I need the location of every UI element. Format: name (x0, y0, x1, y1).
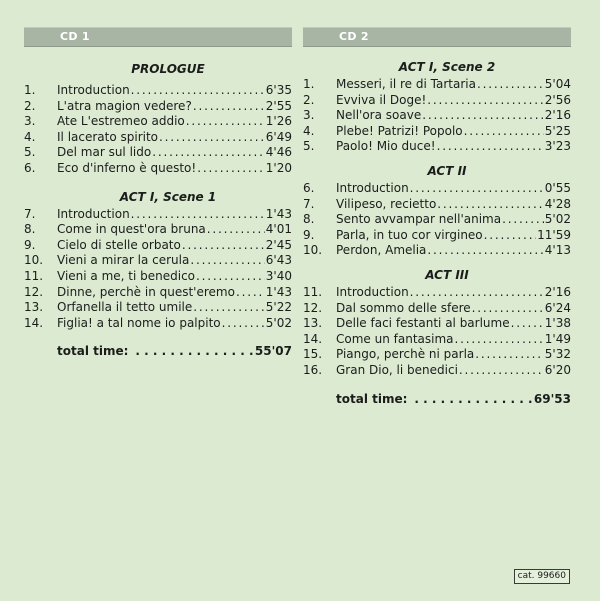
total-value: 69'53 (533, 391, 571, 406)
track-number: 13. (24, 300, 44, 315)
track-duration: 2'16 (544, 284, 571, 299)
track-number: 15. (303, 347, 323, 362)
leader-dots (437, 139, 544, 155)
track-row (24, 222, 292, 238)
track-duration: 2'55 (265, 98, 292, 113)
track-number: 13. (303, 316, 323, 331)
track-duration: 6'43 (265, 253, 292, 268)
track-duration: 6'20 (544, 362, 571, 377)
track-row (24, 253, 292, 269)
track-row (303, 228, 571, 244)
track-duration: 5'22 (265, 300, 292, 315)
track-row (303, 285, 571, 301)
track-number: 10. (24, 253, 44, 268)
leader-dots (484, 228, 537, 244)
track-row (24, 145, 292, 161)
track-title: Dal sommo delle sfere (336, 300, 471, 315)
leader-dots (159, 130, 265, 146)
track-number: 14. (24, 315, 44, 330)
track-title: Introduction (336, 284, 409, 299)
cd2-section-act1-scene2 (303, 57, 571, 155)
track-duration: 6'35 (265, 83, 292, 97)
leader-dots (193, 99, 265, 115)
track-title: Perdon, Amelia (336, 243, 427, 258)
track-row (24, 207, 292, 223)
track-list (24, 83, 292, 177)
track-row (24, 285, 292, 301)
track-number: 8. (24, 222, 36, 237)
track-row (303, 93, 571, 109)
track-title: Orfanella il tetto umile (57, 300, 193, 315)
track-number: 8. (303, 212, 315, 227)
track-row (303, 243, 571, 259)
track-list (24, 207, 292, 332)
leader-dots (427, 93, 544, 109)
leader-dots (410, 181, 544, 197)
leader-dots (186, 114, 265, 130)
track-title: Paolo! Mio duce! (336, 139, 436, 154)
track-row (24, 300, 292, 316)
cd2-header: CD 2 (303, 27, 571, 47)
track-number: 5. (24, 145, 36, 160)
track-duration: 4'01 (265, 222, 292, 237)
section-title: ACT II (427, 163, 467, 178)
catalog-number: cat. 99660 (514, 569, 570, 584)
track-duration: 1'43 (265, 284, 292, 299)
track-row (303, 197, 571, 213)
track-number: 3. (24, 114, 36, 129)
cd2-section-act2 (303, 161, 571, 259)
track-title: Parla, in tuo cor virgineo (336, 227, 483, 242)
cd2-total-time (336, 391, 571, 407)
track-number: 2. (303, 92, 315, 107)
track-row (303, 332, 571, 348)
track-number: 1. (24, 83, 36, 97)
leader-dots (437, 197, 544, 213)
track-duration: 5'02 (265, 315, 292, 330)
track-title: Vilipeso, recietto (336, 196, 437, 211)
leader-dots (190, 253, 264, 269)
track-title: Il lacerato spirito (57, 129, 159, 144)
track-row (303, 108, 571, 124)
track-duration: 5'04 (544, 77, 571, 91)
track-title: Introduction (336, 180, 409, 195)
track-title: Come in quest'ora bruna (57, 222, 206, 237)
track-duration: 3'40 (265, 268, 292, 283)
track-number: 5. (303, 139, 315, 154)
track-number: 6. (303, 180, 315, 195)
track-duration: 1'49 (544, 331, 571, 346)
track-number: 11. (24, 268, 44, 283)
track-title: Vieni a me, ti benedico (57, 268, 196, 283)
track-number: 7. (24, 206, 36, 221)
track-duration: 5'25 (544, 123, 571, 138)
leader-dots (422, 108, 544, 124)
track-number: 16. (303, 362, 323, 377)
track-duration: 2'16 (544, 108, 571, 123)
track-title: Eco d'inferno è questo! (57, 160, 197, 175)
track-number: 14. (303, 331, 323, 346)
track-number: 7. (303, 196, 315, 211)
leader-dots (236, 285, 265, 301)
leader-dots (193, 300, 265, 316)
cd1-header: CD 1 (24, 27, 292, 47)
track-number: 4. (24, 129, 36, 144)
leader-dots (197, 161, 265, 177)
track-duration: 4'13 (544, 243, 571, 258)
track-row (24, 130, 292, 146)
leader-dots (182, 238, 265, 254)
track-title: Ate L'estremeo addio (57, 114, 185, 129)
total-label: total time: (57, 344, 129, 359)
track-title: Sento avvampar nell'anima (336, 212, 502, 227)
track-row (24, 99, 292, 115)
track-number: 9. (303, 227, 315, 242)
track-row (303, 77, 571, 93)
leader-dots (414, 391, 533, 407)
track-number: 11. (303, 284, 323, 299)
track-duration: 2'45 (265, 237, 292, 252)
track-duration: 0'55 (544, 180, 571, 195)
track-duration: 1'43 (265, 206, 292, 221)
track-duration: 5'32 (544, 347, 571, 362)
track-row (303, 124, 571, 140)
cd2-section-act3 (303, 265, 571, 379)
track-number: 6. (24, 160, 36, 175)
section-title: ACT III (425, 267, 469, 282)
total-label: total time: (336, 391, 408, 406)
track-row (24, 83, 292, 99)
leader-dots (410, 285, 544, 301)
track-row (303, 316, 571, 332)
total-value: 55'07 (254, 344, 292, 359)
track-row (24, 269, 292, 285)
track-duration: 6'49 (265, 129, 292, 144)
track-duration: 4'46 (265, 145, 292, 160)
track-list (303, 77, 571, 155)
cd2-column (303, 27, 571, 407)
track-duration: 6'24 (544, 300, 571, 315)
track-title: Gran Dio, li benedici (336, 362, 458, 377)
track-duration: 3'23 (544, 139, 571, 154)
leader-dots (196, 269, 265, 285)
track-row (24, 114, 292, 130)
leader-dots (464, 124, 544, 140)
track-row (24, 238, 292, 254)
cd1-column (24, 27, 292, 359)
section-title: ACT I, Scene 2 (398, 60, 496, 74)
leader-dots (455, 332, 544, 348)
leader-dots (207, 222, 265, 238)
track-number: 12. (24, 284, 44, 299)
track-title: L'atra magion vedere? (57, 98, 192, 113)
track-title: Cielo di stelle orbato (57, 237, 181, 252)
track-duration: 1'26 (265, 114, 292, 129)
cd1-section-prologue (24, 59, 292, 177)
track-title: Figlia! a tal nome io palpito (57, 315, 221, 330)
track-number: 9. (24, 237, 36, 252)
track-duration: 2'56 (544, 92, 571, 107)
leader-dots (131, 207, 265, 223)
leader-dots (222, 316, 265, 332)
track-row (24, 161, 292, 177)
track-row (303, 139, 571, 155)
leader-dots (427, 243, 543, 259)
track-title: Evviva il Doge! (336, 92, 427, 107)
track-duration: 1'20 (265, 160, 292, 175)
leader-dots (475, 347, 544, 363)
cd1-total-time (57, 343, 292, 359)
track-number: 12. (303, 300, 323, 315)
track-title: Nell'ora soave (336, 108, 422, 123)
section-title: PROLOGUE (131, 62, 205, 76)
track-duration: 4'28 (544, 196, 571, 211)
leader-dots (502, 212, 544, 228)
leader-dots (511, 316, 544, 332)
track-row (24, 316, 292, 332)
track-duration: 1'38 (544, 316, 571, 331)
track-title: Introduction (57, 206, 130, 221)
track-number: 1. (303, 77, 315, 91)
track-number: 4. (303, 123, 315, 138)
track-number: 3. (303, 108, 315, 123)
track-row (303, 212, 571, 228)
track-title: Plebe! Patrizi! Popolo (336, 123, 463, 138)
track-row (303, 301, 571, 317)
track-number: 2. (24, 98, 36, 113)
track-title: Dinne, perchè in quest'eremo (57, 284, 235, 299)
leader-dots (131, 83, 265, 99)
track-title: Delle faci festanti al barlume (336, 316, 510, 331)
leader-dots (152, 145, 265, 161)
track-title: Del mar sul lido (57, 145, 152, 160)
track-duration: 5'02 (544, 212, 571, 227)
track-title: Messeri, il re di Tartaria (336, 77, 476, 91)
track-row (303, 347, 571, 363)
leader-dots (472, 301, 544, 317)
track-duration: 11'59 (537, 227, 571, 242)
leader-dots (135, 343, 254, 359)
track-title: Introduction (57, 83, 130, 97)
track-title: Come un fantasima (336, 331, 454, 346)
track-list (303, 285, 571, 379)
track-title: Vieni a mirar la cerula (57, 253, 190, 268)
leader-dots (477, 77, 544, 93)
track-row (303, 181, 571, 197)
track-row (303, 363, 571, 379)
track-list (303, 181, 571, 259)
track-number: 10. (303, 243, 323, 258)
track-title: Piango, perchè ni parla (336, 347, 475, 362)
section-title: ACT I, Scene 1 (119, 189, 217, 204)
leader-dots (459, 363, 544, 379)
cd1-section-act1-scene1 (24, 187, 292, 332)
